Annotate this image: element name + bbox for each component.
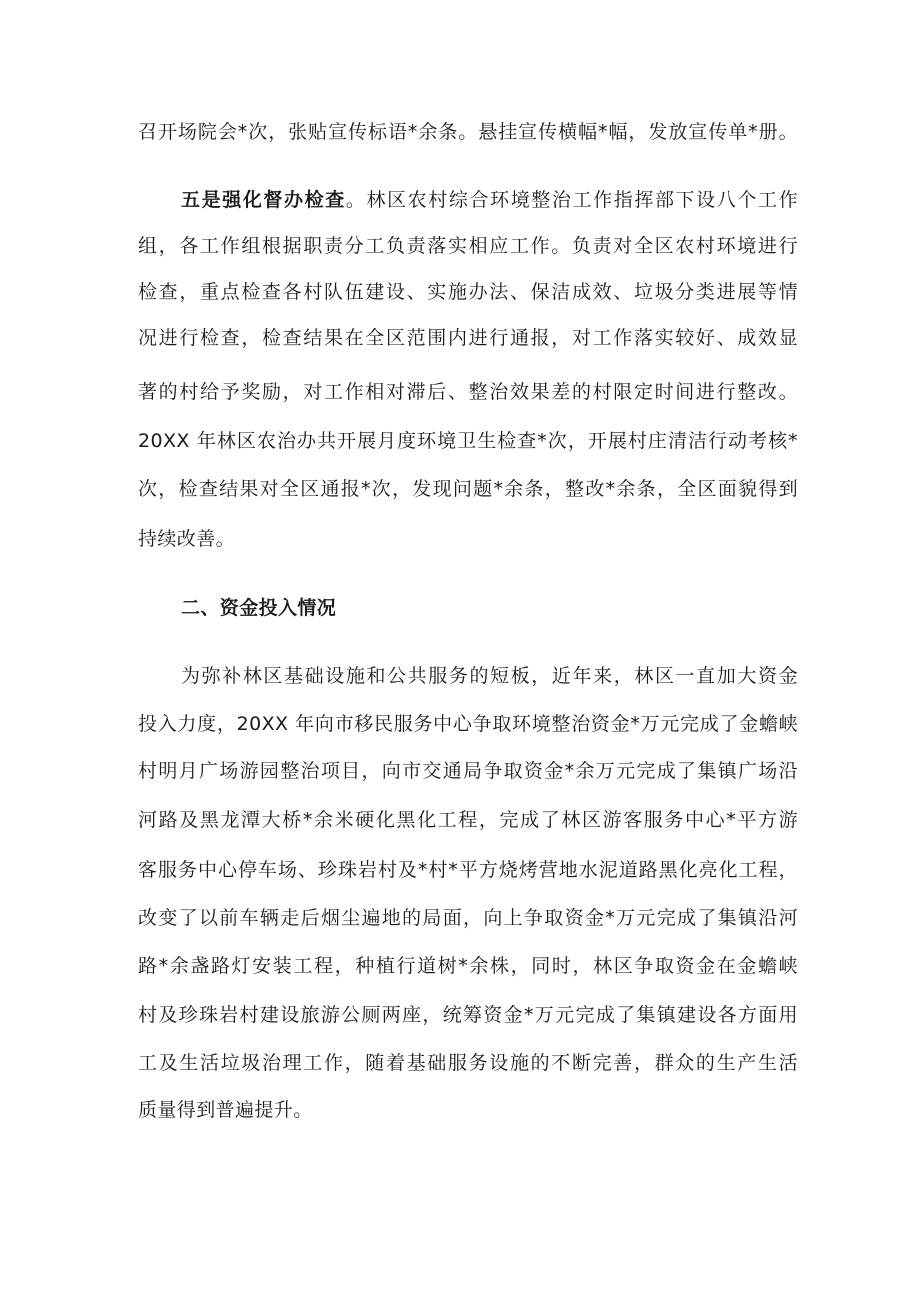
paragraph-line: 况进行检查，检查结果在全区范围内进行通报，对工作落实较好、成效显	[138, 327, 798, 349]
paragraph-line: 召开场院会*次，张贴宣传标语*余条。悬挂宣传横幅*幅，发放宣传单*册。	[138, 121, 798, 143]
paragraph-line: 20XX 年林区农治办共开展月度环境卫生检查*次，开展村庄清洁行动考核*	[138, 430, 798, 452]
paragraph-line: 改变了以前车辆走后烟尘遍地的局面，向上争取资金*万元完成了集镇沿河	[138, 907, 798, 929]
paragraph-line: 河路及黑龙潭大桥*余米硬化黑化工程，完成了林区游客服务中心*平方游	[138, 809, 798, 831]
paragraph-text: 。林区农村综合环境整治工作指挥部下设八个工作	[345, 189, 798, 211]
paragraph-line: 检查，重点检查各村队伍建设、实施办法、保洁成效、垃圾分类进展等情	[138, 281, 798, 303]
paragraph-lead: 五是强化督办检查	[181, 189, 346, 211]
section-heading: 二、资金投入情况	[181, 597, 337, 619]
paragraph-line: 持续改善。	[138, 528, 236, 550]
paragraph-line	[181, 188, 798, 212]
paragraph-line: 村明月广场游园整治项目，向市交通局争取资金*余万元完成了集镇广场沿	[138, 760, 798, 782]
paragraph-line: 路*余盏路灯安装工程，种植行道树*余株，同时，林区争取资金在金蟾峡	[138, 955, 798, 977]
paragraph-line: 投入力度，20XX 年向市移民服务中心争取环境整治资金*万元完成了金蟾峡	[138, 713, 798, 735]
paragraph-line: 组，各工作组根据职责分工负责落实相应工作。负责对全区农村环境进行	[138, 235, 798, 257]
paragraph-line: 工及生活垃圾治理工作，随着基础服务设施的不断完善，群众的生产生活	[138, 1052, 798, 1074]
paragraph-line: 质量得到普遍提升。	[138, 1099, 313, 1121]
paragraph-line: 客服务中心停车场、珍珠岩村及*村*平方烧烤营地水泥道路黑化亮化工程，	[138, 859, 798, 881]
paragraph-line: 著的村给予奖励，对工作相对滞后、整治效果差的村限定时间进行整改。	[138, 381, 798, 403]
paragraph-line: 为弥补林区基础设施和公共服务的短板，近年来，林区一直加大资金	[181, 665, 798, 687]
paragraph-line: 次，检查结果对全区通报*次，发现问题*余条，整改*余条，全区面貌得到	[138, 478, 798, 500]
paragraph-line: 村及珍珠岩村建设旅游公厕两座，统筹资金*万元完成了集镇建设各方面用	[138, 1004, 798, 1026]
